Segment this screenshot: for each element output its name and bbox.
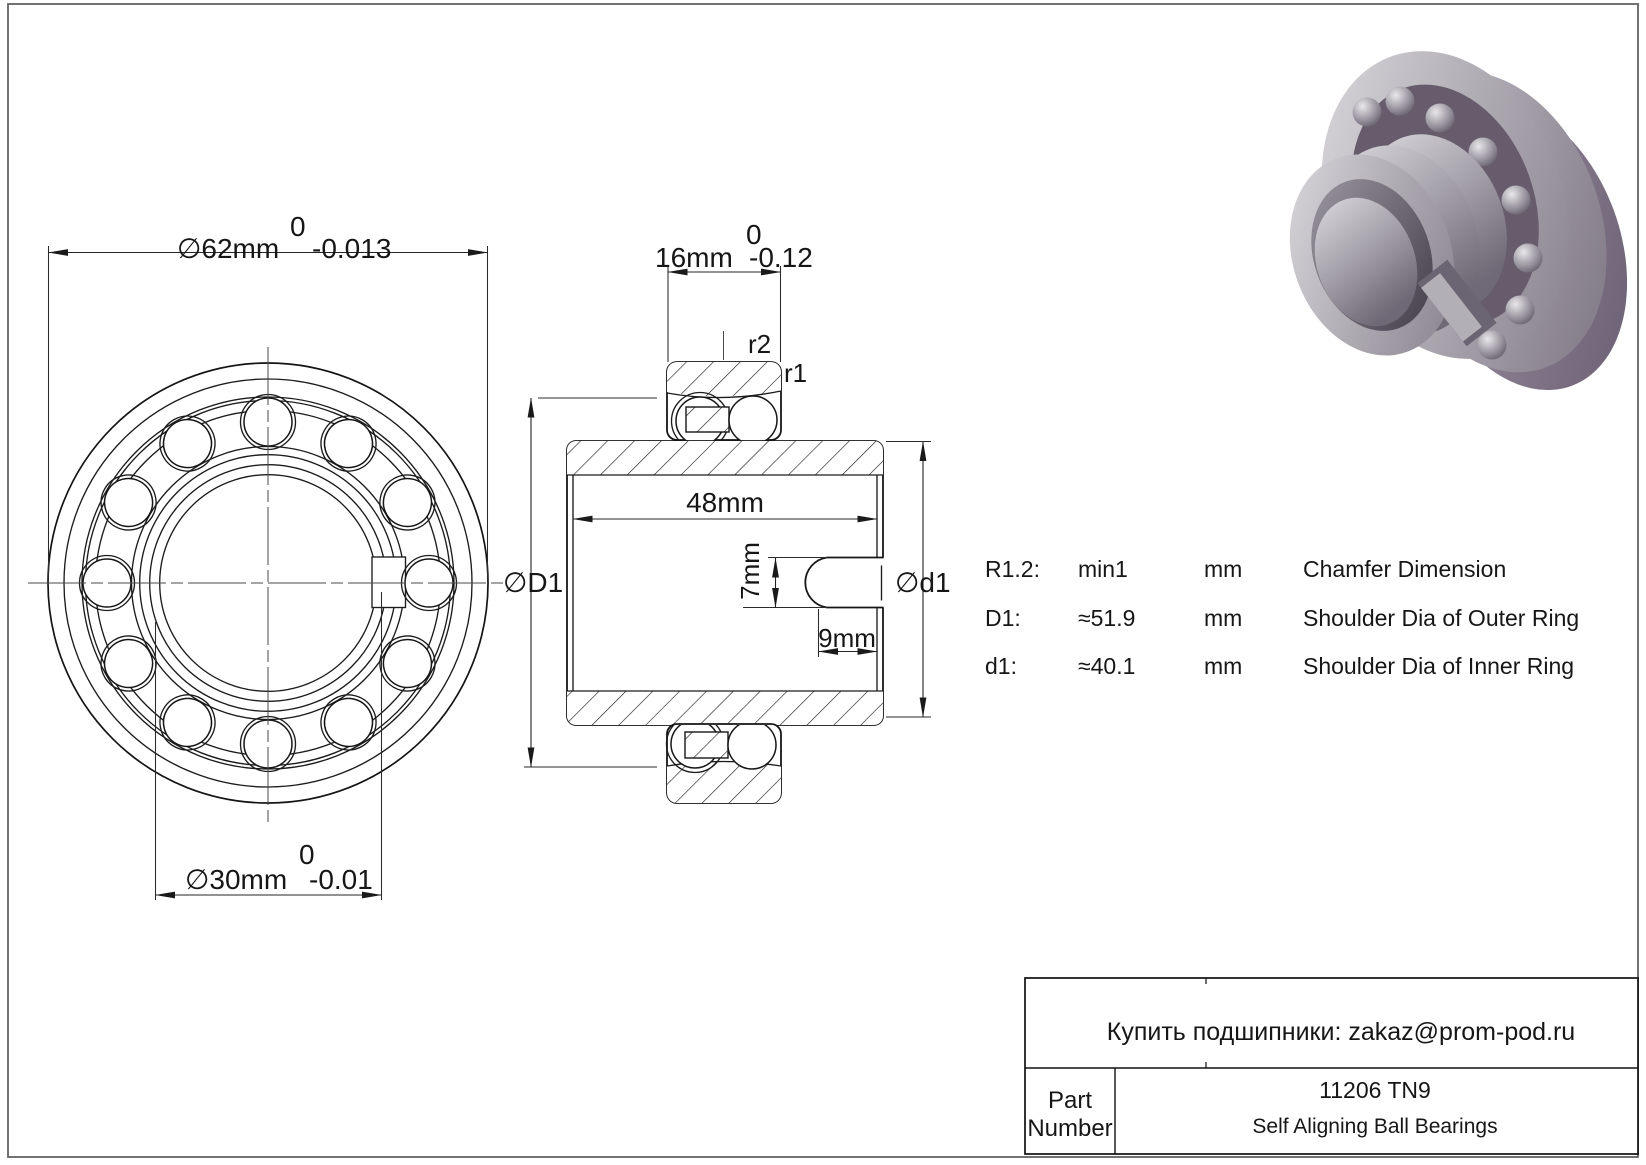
- chamfer-outer-label: r2: [748, 329, 772, 359]
- outer-diameter-tol-lower: -0.013: [312, 233, 392, 264]
- part-label-line1: Part: [1047, 1087, 1093, 1114]
- part-label-line2: Number: [1027, 1115, 1113, 1142]
- dimension-inner-shoulder: [886, 442, 951, 718]
- bore-diameter-tol-lower: -0.01: [309, 864, 373, 895]
- sleeve-width-value: 48mm: [686, 487, 764, 518]
- spec-desc: Shoulder Dia of Inner Ring: [1303, 653, 1575, 679]
- width-tol-lower: -0.12: [749, 242, 813, 273]
- section-outer-ring-bottom: [667, 716, 782, 804]
- spec-unit: mm: [1204, 556, 1243, 582]
- ball: [1426, 104, 1455, 133]
- sleeve-hatch-bottom: [567, 691, 883, 725]
- part-type: Self Aligning Ball Bearings: [1252, 1115, 1498, 1138]
- spec-value: ≈40.1: [1078, 653, 1136, 679]
- spec-label: D1:: [985, 605, 1021, 631]
- spec-row-r12: [985, 556, 1506, 582]
- bore-diameter-tol-upper: 0: [299, 839, 315, 870]
- spec-label: d1:: [985, 653, 1017, 679]
- outer-ring-hatch: [667, 362, 781, 396]
- dimension-width: [655, 219, 813, 362]
- inner-shoulder-label: ∅d1: [895, 567, 951, 598]
- slot-depth-value: 9mm: [818, 623, 876, 653]
- bore-diameter-value: ∅30mm: [185, 864, 288, 895]
- sleeve-hatch-top: [567, 441, 883, 475]
- section-inner-sleeve: [567, 441, 884, 725]
- section-outer-ring-top: [667, 362, 781, 450]
- spec-table: [985, 556, 1579, 679]
- cage-section-bar: [685, 732, 728, 758]
- spec-row-D1: [985, 605, 1579, 631]
- chamfer-inner-label: r1: [784, 358, 808, 388]
- front-view: [28, 211, 504, 900]
- cage-section-bar: [686, 407, 729, 432]
- outer-diameter-tol-upper: 0: [290, 211, 306, 242]
- section-ball: [729, 396, 777, 444]
- part-number: 11206 TN9: [1319, 1077, 1431, 1103]
- bearing-3d-render: [1263, 16, 1646, 420]
- spec-label: R1.2:: [985, 556, 1040, 582]
- spec-value: ≈51.9: [1078, 605, 1136, 631]
- slot-height-value: 7mm: [735, 542, 765, 600]
- outer-ring-hatch: [667, 762, 781, 804]
- front-view-keyway-slot: [372, 557, 406, 608]
- title-block: [1025, 978, 1638, 1154]
- spec-value: min1: [1078, 556, 1128, 582]
- section-keyway-slot: [805, 558, 884, 608]
- spec-unit: mm: [1204, 653, 1243, 679]
- section-ball: [728, 721, 776, 769]
- ball: [1514, 244, 1543, 273]
- spec-desc: Shoulder Dia of Outer Ring: [1303, 605, 1580, 631]
- section-view: [503, 219, 951, 803]
- ball: [1353, 98, 1382, 127]
- width-tol-upper: 0: [746, 219, 762, 250]
- spec-row-d1: [985, 653, 1574, 679]
- spec-unit: mm: [1204, 605, 1243, 631]
- ball: [1386, 87, 1415, 116]
- width-value: 16mm: [655, 242, 733, 273]
- spec-desc: Chamfer Dimension: [1303, 556, 1507, 582]
- contact-text: Купить подшипники: zakaz@prom-pod.ru: [1106, 1018, 1576, 1046]
- ball: [1506, 296, 1535, 325]
- ball: [1478, 331, 1507, 360]
- ball: [1502, 186, 1531, 215]
- outer-shoulder-label: ∅D1: [503, 567, 564, 598]
- outer-diameter-value: ∅62mm: [177, 233, 280, 264]
